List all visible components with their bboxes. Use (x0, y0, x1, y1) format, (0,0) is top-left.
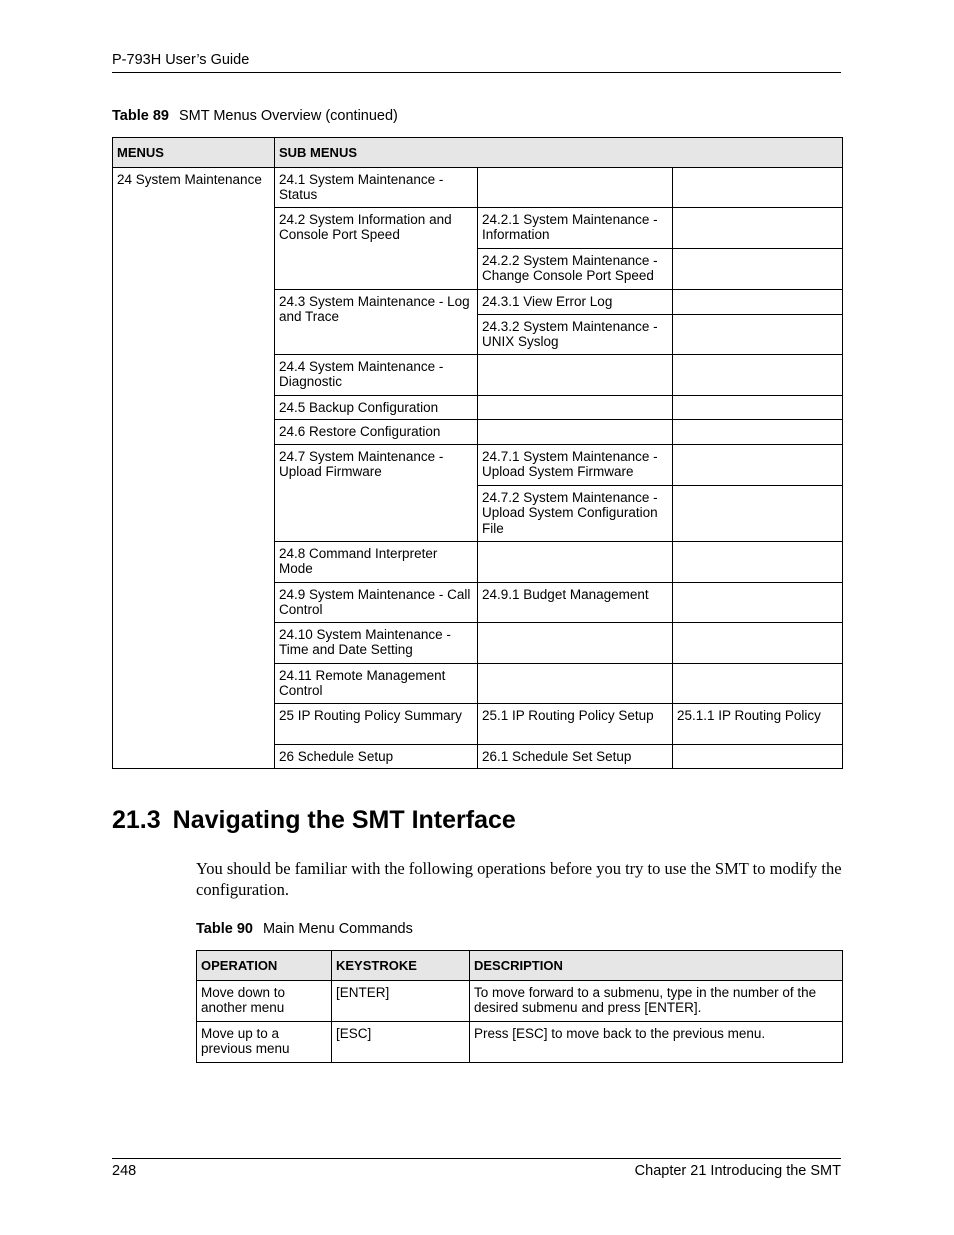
empty-cell (478, 395, 673, 420)
subsubmenu-cell: 24.7.2 System Maintenance - Upload System Configuration File (478, 485, 673, 541)
empty-cell (673, 289, 843, 314)
table-header-row (113, 138, 843, 168)
chapter-title: Chapter 21 Introducing the SMT (634, 1163, 841, 1179)
empty-cell (673, 744, 843, 769)
col-menus: MENUS (113, 138, 275, 168)
page-header (112, 52, 841, 73)
keystroke-cell: [ESC] (332, 1021, 470, 1062)
description-cell: Press [ESC] to move back to the previous menu. (470, 1021, 843, 1062)
table-90-caption (196, 921, 413, 937)
empty-cell (478, 420, 673, 445)
empty-cell (478, 541, 673, 582)
table-header-row (197, 951, 843, 981)
col-keystroke: KEYSTROKE (332, 951, 470, 981)
submenu-cell: 24.7 System Maintenance - Upload Firmware (275, 444, 478, 541)
submenu-cell: 24.4 System Maintenance - Diagnostic (275, 354, 478, 395)
col-sub-menus: SUB MENUS (275, 138, 843, 168)
submenu-cell: 24.1 System Maintenance - Status (275, 167, 478, 207)
empty-cell (673, 663, 843, 703)
body-paragraph: You should be familiar with the following operations before you try to use the SMT to modify the configuration. (196, 859, 842, 899)
empty-cell (673, 395, 843, 420)
submenu-cell: 24.6 Restore Configuration (275, 420, 478, 445)
empty-cell (673, 354, 843, 395)
table-row (197, 1021, 843, 1062)
subsubmenu-cell: 25.1.1 IP Routing Policy (673, 703, 843, 744)
keystroke-cell: [ENTER] (332, 980, 470, 1021)
subsubmenu-cell: 24.3.2 System Maintenance - UNIX Syslog (478, 314, 673, 354)
table-row (197, 980, 843, 1021)
menu-cell: 26 Schedule Setup (275, 744, 478, 769)
col-operation: OPERATION (197, 951, 332, 981)
section-heading (112, 806, 516, 835)
empty-cell (673, 167, 843, 207)
empty-cell (673, 622, 843, 663)
empty-cell (673, 444, 843, 485)
submenu-cell: 24.3 System Maintenance - Log and Trace (275, 289, 478, 354)
empty-cell (478, 622, 673, 663)
operation-cell: Move up to a previous menu (197, 1021, 332, 1062)
page-number: 248 (112, 1163, 137, 1179)
table-89-number: Table 89 (112, 108, 169, 124)
subsubmenu-cell: 24.9.1 Budget Management (478, 582, 673, 622)
page-footer (112, 1158, 841, 1179)
col-description: DESCRIPTION (470, 951, 843, 981)
description-cell: To move forward to a submenu, type in the number of the desired submenu and press [ENTER]. (470, 980, 843, 1021)
table-89-caption (112, 108, 398, 124)
submenu-cell: 24.9 System Maintenance - Call Control (275, 582, 478, 622)
submenu-cell: 25.1 IP Routing Policy Setup (478, 703, 673, 744)
empty-cell (478, 354, 673, 395)
empty-cell (673, 314, 843, 354)
subsubmenu-cell: 24.2.2 System Maintenance - Change Console Port Speed (478, 248, 673, 289)
empty-cell (673, 485, 843, 541)
empty-cell (673, 541, 843, 582)
empty-cell (673, 582, 843, 622)
section-number: 21.3 (112, 806, 161, 834)
main-menu-commands-table (196, 950, 843, 1063)
submenu-cell: 24.2 System Information and Console Port Speed (275, 207, 478, 289)
operation-cell: Move down to another menu (197, 980, 332, 1021)
submenu-cell: 24.8 Command Interpreter Mode (275, 541, 478, 582)
table-89-title: SMT Menus Overview (continued) (178, 108, 398, 124)
empty-cell (673, 207, 843, 248)
submenu-cell: 24.5 Backup Configuration (275, 395, 478, 420)
table-row (113, 167, 843, 207)
empty-cell (673, 420, 843, 445)
menu-cell: 24 System Maintenance (113, 167, 275, 769)
menu-cell: 25 IP Routing Policy Summary (275, 703, 478, 744)
subsubmenu-cell: 24.2.1 System Maintenance - Information (478, 207, 673, 248)
table-90-number: Table 90 (196, 921, 253, 937)
subsubmenu-cell: 24.3.1 View Error Log (478, 289, 673, 314)
table-90-title: Main Menu Commands (262, 921, 413, 937)
subsubmenu-cell: 24.7.1 System Maintenance - Upload System Firmware (478, 444, 673, 485)
submenu-cell: 24.10 System Maintenance - Time and Date Setting (275, 622, 478, 663)
empty-cell (673, 248, 843, 289)
guide-title: P-793H User’s Guide (112, 52, 250, 68)
empty-cell (478, 167, 673, 207)
submenu-cell: 26.1 Schedule Set Setup (478, 744, 673, 769)
submenu-cell: 24.11 Remote Management Control (275, 663, 478, 703)
empty-cell (478, 663, 673, 703)
section-title: Navigating the SMT Interface (172, 806, 516, 834)
smt-menus-table (112, 137, 843, 769)
